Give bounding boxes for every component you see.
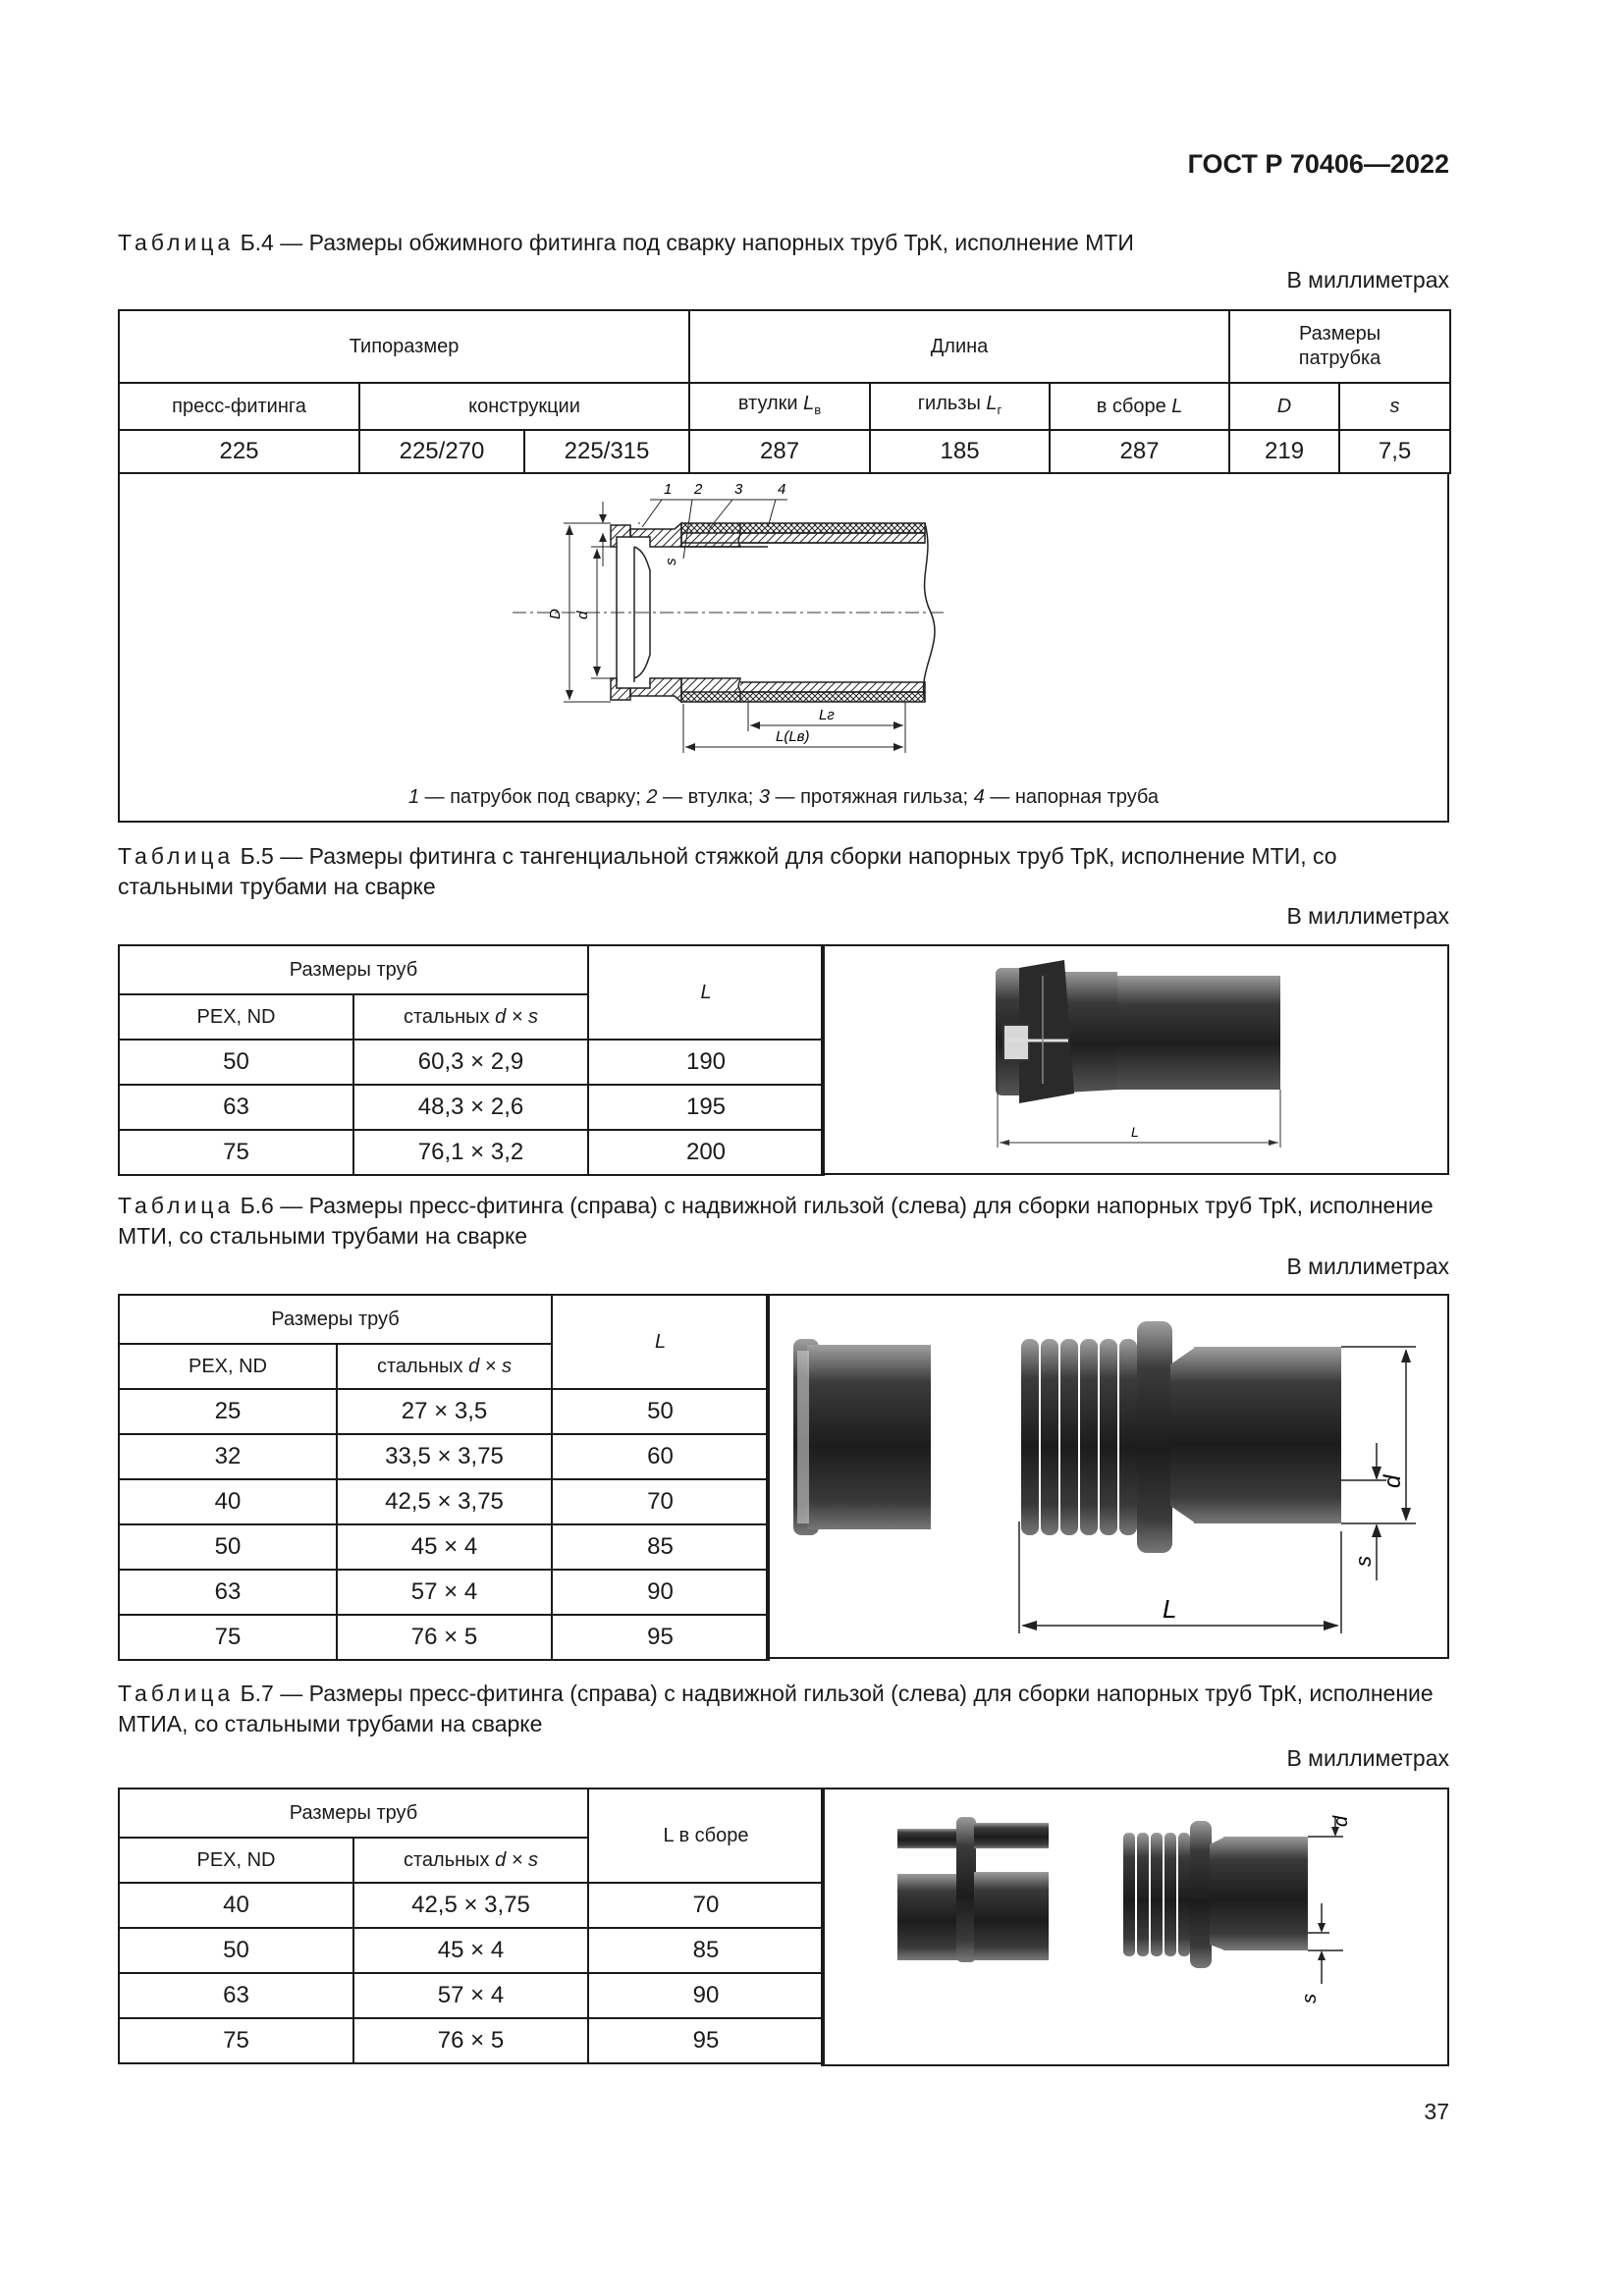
cell: 287 [1050, 430, 1229, 473]
cell: 76,1 × 3,2 [353, 1130, 588, 1175]
rib [1123, 1833, 1135, 1956]
header-D [1229, 383, 1339, 430]
header-shell-text: гильзы [917, 392, 987, 414]
table-b4 [118, 309, 1451, 474]
table-b4-unit: В миллиметрах [1286, 267, 1449, 293]
cell: 27 × 3,5 [337, 1389, 552, 1434]
dim-D: D [547, 609, 564, 619]
header-steel-symbol: d × s [495, 1848, 539, 1871]
header-sleeve-sub: в [814, 401, 822, 417]
header-sleeve-symbol: L [803, 392, 815, 414]
rib [1041, 1339, 1058, 1535]
table-row [119, 1130, 824, 1175]
cell: 32 [119, 1434, 337, 1479]
cell: 75 [119, 1130, 353, 1175]
table-b7-caption [118, 1679, 1449, 1739]
dim-L: L(Lв) [776, 728, 810, 745]
table-row [119, 430, 1450, 473]
pipe-body [1117, 976, 1280, 1090]
cell: 45 × 4 [353, 1928, 588, 1973]
header-steel-text: стальных [403, 1848, 496, 1871]
cell: 225/315 [524, 430, 689, 473]
header-steel-text: стальных [376, 1355, 469, 1377]
pipe-top-jacket [681, 523, 740, 533]
callout-1: 1 [664, 481, 673, 498]
table-row [119, 2018, 824, 2063]
table-b6 [118, 1294, 770, 1661]
dim-s: s [1299, 1994, 1321, 2003]
cell: 25 [119, 1389, 337, 1434]
cell: 50 [119, 1040, 353, 1085]
legend-text: — напорная труба [984, 786, 1160, 808]
legend-text: — патрубок под сварку; [419, 786, 647, 808]
header-pipes: Размеры труб [119, 945, 588, 994]
cell: 75 [119, 2018, 353, 2063]
legend-text: — втулка; [657, 786, 759, 808]
table-b6-caption [118, 1191, 1449, 1252]
table-b5-figure [821, 944, 1449, 1175]
cell: 50 [119, 1928, 353, 1973]
header-pex: PEX, ND [119, 994, 353, 1040]
rib [1164, 1833, 1176, 1956]
cell: 76 × 5 [353, 2018, 588, 2063]
header-s [1339, 383, 1450, 430]
cell: 76 × 5 [337, 1615, 552, 1660]
table-row [119, 1973, 824, 2018]
caption-prefix: Таблица [118, 1193, 235, 1218]
cell: 40 [119, 1883, 353, 1928]
cell: 195 [588, 1085, 824, 1130]
caption-prefix: Таблица [118, 230, 235, 255]
table-row [119, 1883, 824, 1928]
press-fitting-drawing [768, 1296, 1447, 1657]
table-b4-caption [118, 228, 1449, 258]
cell: 45 × 4 [337, 1524, 552, 1570]
header-assembly-symbol: L [1171, 395, 1183, 417]
standard-header: ГОСТ Р 70406—2022 [1187, 149, 1449, 179]
legend-text: — протяжная гильза; [769, 786, 974, 808]
table-b7-figure [821, 1788, 1449, 2066]
header-steel-symbol: d × s [468, 1355, 513, 1377]
sleeve-body [807, 1345, 931, 1529]
fitting-section-drawing [120, 472, 1447, 821]
tangential-fitting-drawing [823, 946, 1447, 1173]
header-L [588, 945, 824, 1040]
cell: 287 [689, 430, 870, 473]
sleeve-collar [956, 1817, 976, 1962]
cell: 63 [119, 1570, 337, 1615]
weld-pipe [1194, 1347, 1341, 1523]
caption-text: Б.6 — Размеры пресс-фитинга (справа) с надвижной гильзой (слева) для сборки напорных труб ТрК, исполнение МТИ, со стальными трубами на сварке [118, 1193, 1434, 1249]
cell: 60,3 × 2,9 [353, 1040, 588, 1085]
flange [1137, 1321, 1172, 1553]
callout-4: 4 [778, 481, 786, 498]
cell: 33,5 × 3,75 [337, 1434, 552, 1479]
table-b6-figure [766, 1294, 1449, 1659]
cell: 48,3 × 2,6 [353, 1085, 588, 1130]
callout-2: 2 [694, 481, 703, 498]
dim-L: L [1163, 1594, 1177, 1624]
cell: 57 × 4 [337, 1570, 552, 1615]
header-sleeve-text: втулки [737, 392, 804, 414]
cell: 42,5 × 3,75 [337, 1479, 552, 1524]
header-s-symbol: s [1389, 395, 1400, 417]
dim-Lg: Lг [819, 707, 835, 723]
header-pex: PEX, ND [119, 1838, 353, 1883]
header-design: конструкции [359, 383, 689, 430]
table-row [119, 1389, 769, 1434]
header-D-symbol: D [1276, 395, 1292, 417]
header-shell [870, 383, 1050, 430]
legend-num: 1 [407, 786, 420, 808]
table-row [119, 1085, 824, 1130]
table-row [119, 1570, 769, 1615]
cell: 42,5 × 3,75 [353, 1883, 588, 1928]
sleeve-left-part [897, 1874, 958, 1960]
header-assembly-text: в сборе [1096, 395, 1172, 417]
header-shell-sub: г [997, 401, 1002, 417]
table-b5 [118, 944, 825, 1176]
cell: 50 [119, 1524, 337, 1570]
header-size: Типоразмер [119, 310, 689, 383]
rib [1060, 1339, 1078, 1535]
weld-pipe [1223, 1837, 1308, 1950]
header-steel-symbol: d × s [495, 1005, 539, 1028]
header-L-symbol: L [654, 1330, 667, 1353]
header-pipe-dims: Размеры патрубка [1229, 310, 1450, 383]
table-row [119, 1434, 769, 1479]
rib [1021, 1339, 1039, 1535]
caption-text: Б.7 — Размеры пресс-фитинга (справа) с надвижной гильзой (слева) для сборки напорных труб ТрК, исполнение МТИА, со стальными трубами на сварке [118, 1681, 1434, 1736]
dim-s: s [1351, 1556, 1376, 1567]
cell: 70 [552, 1479, 769, 1524]
cell: 63 [119, 1085, 353, 1130]
caption-prefix: Таблица [118, 843, 235, 869]
page-number: 37 [1424, 2099, 1449, 2124]
table-row [119, 1479, 769, 1524]
cell: 63 [119, 1973, 353, 2018]
cell: 70 [588, 1883, 824, 1928]
table-row [119, 1615, 769, 1660]
rib [1151, 1833, 1163, 1956]
header-steel-text: стальных [403, 1005, 496, 1028]
cell: 95 [588, 2018, 824, 2063]
sleeve-right-part [974, 1872, 1049, 1960]
header-steel [353, 1838, 588, 1883]
weld-nozzle-top [630, 523, 681, 547]
cell: 225/270 [359, 430, 524, 473]
header-shell-symbol: L [986, 392, 998, 414]
cell: 50 [552, 1389, 769, 1434]
header-L [552, 1295, 769, 1389]
sleeve-top-edge [897, 1829, 958, 1848]
header-pex: PEX, ND [119, 1344, 337, 1389]
header-steel [353, 994, 588, 1040]
rib [1080, 1339, 1098, 1535]
callout-3: 3 [734, 481, 743, 498]
caption-text: Б.4 — Размеры обжимного фитинга под сварку напорных труб ТрК, исполнение МТИ [240, 230, 1134, 255]
table-b7-unit: В миллиметрах [1286, 1745, 1449, 1771]
rib [1100, 1339, 1117, 1535]
header-assembly [1050, 383, 1229, 430]
cell: 90 [552, 1570, 769, 1615]
table-row [119, 1524, 769, 1570]
legend-num: 2 [646, 786, 658, 808]
cell: 219 [1229, 430, 1339, 473]
dim-d: d [1380, 1474, 1406, 1488]
dim-d: d [1330, 1815, 1352, 1827]
header-steel [337, 1344, 552, 1389]
cell: 57 × 4 [353, 1973, 588, 2018]
legend-num: 3 [758, 786, 770, 808]
cell: 60 [552, 1434, 769, 1479]
legend-num: 4 [973, 786, 985, 808]
pipe-top-wall [681, 533, 740, 547]
caption-text: Б.5 — Размеры фитинга с тангенциальной стяжкой для сборки напорных труб ТрК, исполнение МТИ, со стальными трубами на сварке [118, 843, 1337, 899]
table-row [119, 1040, 824, 1085]
table-b5-caption [118, 841, 1449, 902]
press-fitting-mtia-drawing [823, 1789, 1447, 2064]
cell: 95 [552, 1615, 769, 1660]
cell: 75 [119, 1615, 337, 1660]
rib [1137, 1833, 1149, 1956]
rib [1178, 1833, 1190, 1956]
header-pipes: Размеры труб [119, 1295, 552, 1344]
header-sleeve [689, 383, 870, 430]
dim-s: s [663, 558, 679, 565]
cell: 85 [588, 1928, 824, 1973]
cell: 185 [870, 430, 1050, 473]
header-press-fitting: пресс-фитинга [119, 383, 359, 430]
header-L-symbol: L [700, 981, 712, 1003]
cell: 7,5 [1339, 430, 1450, 473]
caption-prefix: Таблица [118, 1681, 235, 1706]
dim-L: L [1131, 1124, 1139, 1140]
rib [1119, 1339, 1137, 1535]
header-pipes: Размеры труб [119, 1789, 588, 1838]
cell: 190 [588, 1040, 824, 1085]
cell: 225 [119, 430, 359, 473]
cell: 200 [588, 1130, 824, 1175]
header-length: Длина [689, 310, 1229, 383]
table-b4-figure [118, 472, 1449, 823]
cell: 40 [119, 1479, 337, 1524]
table-b5-unit: В миллиметрах [1286, 903, 1449, 929]
clamp-screw [1003, 1025, 1029, 1060]
table-b7 [118, 1788, 825, 2064]
figure-legend [120, 786, 1447, 809]
table-b6-unit: В миллиметрах [1286, 1254, 1449, 1279]
cell: 90 [588, 1973, 824, 2018]
flange [1190, 1821, 1212, 1968]
cell: 85 [552, 1524, 769, 1570]
dim-d: d [574, 611, 591, 619]
table-row [119, 1928, 824, 1973]
header-L-assembly: L в сборе [588, 1789, 824, 1883]
weld-nozzle-bottom [630, 678, 681, 702]
